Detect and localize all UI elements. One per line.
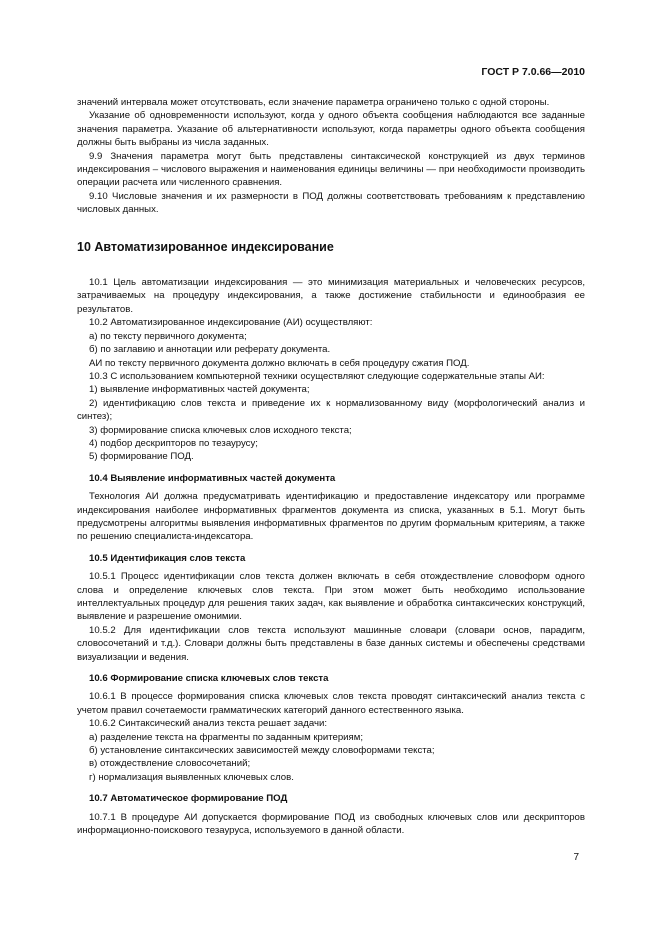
document-body: [77, 96, 585, 838]
standard-header: ГОСТ Р 7.0.66—2010: [481, 66, 585, 78]
list-item: а) по тексту первичного документа;: [89, 330, 247, 342]
list-item: 1) выявление информативных частей документа;: [89, 384, 310, 396]
subsection-heading: 10.6 Формирование списка ключевых слов текста: [89, 673, 329, 685]
section-heading: 10 Автоматизированное индексирование: [77, 239, 334, 254]
list-item: б) установление синтаксических зависимостей между словоформами текста;: [89, 745, 435, 757]
list-item: г) нормализация выявленных ключевых слов.: [89, 771, 294, 783]
paragraph: 10.6.2 Синтаксический анализ текста решает задачи:: [89, 718, 327, 730]
paragraph: 10.5.2 Для идентификации слов текста используют машинные словари (словари основ, парадигм, словосочетаний и т.д.). Словари должны быть представлены в базе данных системы и обеспечены средствами визуализации и ведения.: [77, 624, 585, 663]
subsection-heading: 10.7 Автоматическое формирование ПОД: [89, 793, 288, 805]
subsection-heading: 10.5 Идентификация слов текста: [89, 552, 246, 564]
paragraph: 10.3 С использованием компьютерной техники осуществляют следующие содержательные этапы АИ:: [89, 370, 545, 382]
list-item: 5) формирование ПОД.: [89, 451, 194, 463]
paragraph: 9.9 Значения параметра могут быть представлены синтаксической конструкцией из двух терминов индексирования – числового выражения и наименования единицы величины — при необходимости производить операции расчета или численного сравнения.: [77, 150, 585, 189]
paragraph: значений интервала может отсутствовать, если значение параметра ограничено только с одной стороны.: [77, 97, 550, 108]
paragraph: Указание об одновременности используют, когда у одного объекта сообщения наблюдаются все заданные значения параметра. Указание об альтернативности используют, когда параметры одного объекта сообщения должны быть выбраны из числа заданных.: [77, 110, 585, 149]
paragraph: АИ по тексту первичного документа должно включать в себя процедуру сжатия ПОД.: [89, 357, 470, 369]
page-number: 7: [573, 852, 579, 863]
subsection-heading: 10.4 Выявление информативных частей документа: [89, 472, 336, 484]
list-item: б) по заглавию и аннотации или реферату документа.: [89, 344, 331, 356]
paragraph: 10.5.1 Процесс идентификации слов текста должен включать в себя отождествление словоформ одного слова и определение ключевых слов текста. При этом может быть необходимо использование интеллектуальных процедур для решения таких задач, как выявление и обработка синтаксических конструкций, выявление и разрешение омонимии.: [77, 571, 585, 623]
list-item: а) разделение текста на фрагменты по заданным критериям;: [89, 731, 363, 743]
paragraph: 10.1 Цель автоматизации индексирования — это минимизация материальных и человеческих ресурсов, затрачиваемых на процедуру индексирования, а также достижение стабильности и единообразия ее результатов.: [77, 277, 585, 315]
list-item: 3) формирование списка ключевых слов исходного текста;: [89, 424, 352, 436]
list-item: в) отождествление словосочетаний;: [89, 758, 251, 770]
paragraph: Технология АИ должна предусматривать идентификацию и предоставление индексатору или программе индексирования наиболее информативных фрагментов документа из списка, указанных в 5.1. Могут быть предусмотрены алгоритмы выявления информативных фрагментов по другим формальным критериям, а также по решению специалиста-индексатора.: [77, 491, 585, 543]
paragraph: 10.7.1 В процедуре АИ допускается формирование ПОД из свободных ключевых слов или дескрипторов информационно-поискового тезауруса, используемого в данной области.: [77, 811, 585, 837]
list-item: 4) подбор дескрипторов по тезаурусу;: [89, 437, 258, 449]
paragraph: 9.10 Числовые значения и их размерности в ПОД должны соответствовать требованиям к представлению числовых данных.: [77, 190, 585, 216]
paragraph: 10.2 Автоматизированное индексирование (АИ) осуществляют:: [89, 317, 373, 329]
paragraph: 2) идентификацию слов текста и приведение их к нормализованному виду (морфологический анализ и синтез);: [77, 397, 585, 423]
paragraph: 10.6.1 В процессе формирования списка ключевых слов текста проводят синтаксический анализ текста с учетом правил сочетаемости грамматических категорий данного естественного языка.: [77, 691, 585, 716]
